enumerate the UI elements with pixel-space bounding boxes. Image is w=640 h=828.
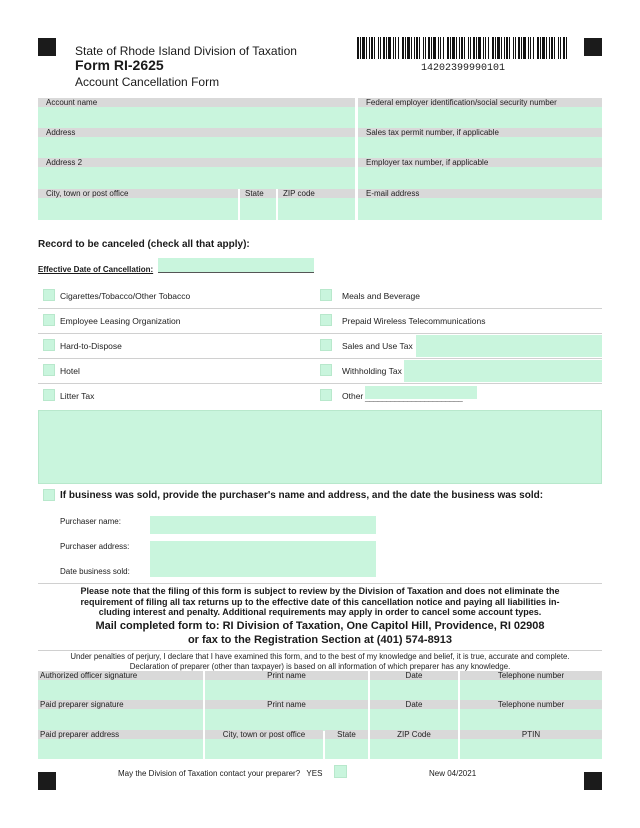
- registration-mark-top-right: [584, 38, 602, 56]
- barcode-bar: [386, 37, 387, 59]
- print-name-input[interactable]: [205, 680, 368, 702]
- state-label: State: [240, 189, 276, 198]
- barcode-bar: [485, 37, 486, 59]
- preparer-city-input[interactable]: [205, 739, 323, 759]
- mail-fax-line: or fax to the Registration Section at (401) 574-8913: [187, 633, 453, 646]
- checkbox-other-label: Other: [342, 391, 364, 401]
- form-number: Form RI-2625: [75, 57, 164, 73]
- purchaser-address-input-2[interactable]: [150, 559, 376, 577]
- preparer-telephone-input[interactable]: [460, 709, 602, 731]
- barcode-bar: [551, 37, 553, 59]
- barcode-bar: [447, 37, 449, 59]
- barcode-bar: [438, 37, 439, 59]
- withholding-tax-input[interactable]: [404, 360, 602, 382]
- barcode-bar: [371, 37, 373, 59]
- barcode-bar: [383, 37, 385, 59]
- effective-date-label: Effective Date of Cancellation:: [38, 265, 154, 274]
- checkbox-litter-tax-label: Litter Tax: [60, 391, 95, 401]
- barcode-bar: [528, 37, 529, 59]
- barcode-bar: [402, 37, 404, 59]
- sales-tax-permit-label: Sales tax permit number, if applicable: [358, 128, 602, 137]
- barcode-bar: [542, 37, 545, 59]
- barcode: [357, 37, 569, 59]
- barcode-bar: [440, 37, 441, 59]
- checkbox-hard-to-dispose[interactable]: [43, 339, 55, 351]
- checkbox-withholding-tax[interactable]: [320, 364, 332, 376]
- agency-name: State of Rhode Island Division of Taxation: [75, 44, 297, 58]
- barcode-bar: [416, 37, 418, 59]
- barcode-bar: [405, 37, 406, 59]
- barcode-bar: [393, 37, 394, 59]
- barcode-bar: [492, 37, 494, 59]
- checkbox-prepaid-wireless[interactable]: [320, 314, 332, 326]
- address-label: Address: [38, 128, 355, 137]
- checkbox-sales-use-tax[interactable]: [320, 339, 332, 351]
- barcode-bar: [395, 37, 396, 59]
- perjury-line: Under penalties of perjury, I declare that I have examined this form, and to the best of my knowledge and belief, it is true, accurate and complete.: [70, 652, 570, 661]
- barcode-bar: [428, 37, 430, 59]
- authorized-signature-label: Authorized officer signature: [38, 671, 203, 680]
- employer-tax-label: Employer tax number, if applicable: [358, 158, 602, 167]
- barcode-bar: [456, 37, 457, 59]
- preparer-zip-input[interactable]: [370, 739, 458, 759]
- other-blank-line: _______________________: [365, 392, 463, 402]
- sales-tax-permit-input[interactable]: [358, 137, 602, 159]
- barcode-bar: [546, 37, 547, 59]
- barcode-bar: [515, 37, 516, 59]
- barcode-bar: [476, 37, 477, 59]
- barcode-bar: [414, 37, 415, 59]
- barcode-bar: [566, 37, 567, 59]
- zip-label: ZIP code: [278, 189, 355, 198]
- barcode-bar: [398, 37, 399, 59]
- barcode-bar: [521, 37, 522, 59]
- zip-input[interactable]: [278, 198, 355, 220]
- barcode-bar: [419, 37, 420, 59]
- barcode-bar: [369, 37, 370, 59]
- preparer-address-input[interactable]: [38, 739, 203, 759]
- preparer-print-name-label: Print name: [205, 700, 368, 709]
- mail-address-line: Mail completed form to: RI Division of Taxation, One Capitol Hill, Providence, RI 02908: [95, 620, 545, 632]
- barcode-bar: [554, 37, 555, 59]
- purchaser-name-label: Purchaser name:: [60, 517, 121, 526]
- barcode-bar: [558, 37, 559, 59]
- barcode-bar: [407, 37, 410, 59]
- sales-use-tax-input[interactable]: [416, 335, 602, 357]
- barcode-bar: [431, 37, 432, 59]
- section-divider: [38, 650, 602, 651]
- barcode-bar: [423, 37, 424, 59]
- barcode-bar: [388, 37, 391, 59]
- date-sold-label: Date business sold:: [60, 567, 130, 576]
- fein-label: Federal employer identification/social security number: [358, 98, 602, 107]
- barcode-bar: [506, 37, 508, 59]
- checkbox-litter-tax[interactable]: [43, 389, 55, 401]
- barcode-bar: [362, 37, 365, 59]
- city-label: City, town or post office: [38, 189, 238, 198]
- barcode-bar: [537, 37, 539, 59]
- barcode-bar: [360, 37, 361, 59]
- barcode-bar: [380, 37, 381, 59]
- barcode-bar: [470, 37, 471, 59]
- mail-instructions: [38, 620, 602, 647]
- review-notice-line: requirement of filing all tax returns up to the effective date of this cancellation notice and paying all liabilities in-: [80, 596, 560, 607]
- barcode-bar: [549, 37, 550, 59]
- fein-input[interactable]: [358, 107, 602, 129]
- row-divider: [38, 383, 602, 384]
- barcode-bar: [483, 37, 484, 59]
- telephone-label: Telephone number: [460, 671, 602, 680]
- contact-preparer-text: May the Division of Taxation contact your preparer?: [118, 769, 301, 778]
- address-input[interactable]: [38, 137, 355, 159]
- checkbox-prepaid-wireless-label: Prepaid Wireless Telecommunications: [342, 316, 486, 326]
- print-name-label: Print name: [205, 671, 368, 680]
- form-title: Account Cancellation Form: [75, 75, 220, 89]
- preparer-signature-label: Paid preparer signature: [38, 700, 203, 709]
- barcode-bar: [523, 37, 526, 59]
- email-label: E-mail address: [358, 189, 602, 198]
- barcode-bar: [450, 37, 451, 59]
- ptin-input[interactable]: [460, 739, 602, 759]
- barcode-bar: [518, 37, 520, 59]
- state-input[interactable]: [240, 198, 276, 220]
- checkbox-hotel-label: Hotel: [60, 366, 80, 376]
- other-description-textarea[interactable]: [38, 410, 602, 484]
- purchaser-address-label: Purchaser address:: [60, 542, 130, 551]
- row-divider: [38, 333, 602, 334]
- purchaser-name-input[interactable]: [150, 516, 376, 534]
- barcode-bar: [473, 37, 475, 59]
- checkbox-hard-to-dispose-label: Hard-to-Dispose: [60, 341, 122, 351]
- barcode-bar: [468, 37, 469, 59]
- barcode-bar: [501, 37, 502, 59]
- barcode-bar: [425, 37, 426, 59]
- perjury-line: Declaration of preparer (other than taxpayer) is based on all information of which preparer has any knowledge.: [129, 661, 511, 671]
- effective-date-input[interactable]: [158, 258, 314, 273]
- review-notice-line: Please note that the filing of this form is subject to review by the Division of Taxation and does not eliminate the: [80, 586, 560, 596]
- barcode-bar: [533, 37, 534, 59]
- account-name-label: Account name: [38, 98, 355, 107]
- review-notice: [38, 586, 602, 618]
- email-input[interactable]: [358, 198, 602, 220]
- city-input[interactable]: [38, 198, 238, 220]
- contact-preparer-question: [118, 769, 322, 778]
- employer-tax-input[interactable]: [358, 167, 602, 189]
- checkbox-cigarettes-label: Cigarettes/Tobacco/Other Tobacco: [60, 291, 191, 301]
- checkbox-meals-beverage-label: Meals and Beverage: [342, 291, 420, 301]
- record-heading: Record to be canceled (check all that apply):: [38, 239, 250, 250]
- barcode-bar: [540, 37, 541, 59]
- barcode-bar: [459, 37, 460, 59]
- barcode-bar: [366, 37, 367, 59]
- contact-preparer-yes-checkbox[interactable]: [334, 765, 347, 778]
- row-divider: [38, 358, 602, 359]
- registration-mark-top-left: [38, 38, 56, 56]
- barcode-bar: [357, 37, 359, 59]
- checkbox-hotel[interactable]: [43, 364, 55, 376]
- preparer-date-label: Date: [370, 700, 458, 709]
- authorized-signature-input[interactable]: [38, 680, 203, 702]
- preparer-zip-label: ZIP Code: [370, 730, 458, 739]
- preparer-date-input[interactable]: [370, 709, 458, 731]
- barcode-bar: [497, 37, 500, 59]
- checkbox-withholding-tax-label: Withholding Tax: [342, 366, 402, 376]
- checkbox-employee-leasing[interactable]: [43, 314, 55, 326]
- barcode-bar: [530, 37, 531, 59]
- registration-mark-bottom-left: [38, 772, 56, 790]
- checkbox-meals-beverage[interactable]: [320, 289, 332, 301]
- barcode-bar: [461, 37, 463, 59]
- section-divider: [38, 583, 602, 584]
- date-label: Date: [370, 671, 458, 680]
- purchaser-address-input[interactable]: [150, 541, 376, 559]
- barcode-bar: [378, 37, 379, 59]
- registration-mark-bottom-right: [584, 772, 602, 790]
- checkbox-sales-use-tax-label: Sales and Use Tax: [342, 341, 413, 351]
- barcode-bar: [478, 37, 481, 59]
- barcode-bar: [443, 37, 444, 59]
- checkbox-business-sold[interactable]: [43, 489, 55, 501]
- barcode-bar: [464, 37, 465, 59]
- checkbox-employee-leasing-label: Employee Leasing Organization: [60, 316, 181, 326]
- perjury-declaration: [38, 652, 602, 671]
- row-divider: [38, 308, 602, 309]
- business-sold-heading: If business was sold, provide the purchaser's name and address, and the date the business was sold:: [60, 490, 544, 501]
- preparer-state-label: State: [325, 730, 368, 739]
- barcode-bar: [513, 37, 514, 59]
- barcode-number: 14202399990101: [420, 63, 505, 74]
- barcode-bar: [509, 37, 510, 59]
- preparer-address-label: Paid preparer address: [38, 730, 203, 739]
- barcode-bar: [433, 37, 436, 59]
- barcode-bar: [495, 37, 496, 59]
- barcode-bar: [560, 37, 561, 59]
- barcode-bar: [563, 37, 565, 59]
- account-name-input[interactable]: [38, 107, 355, 129]
- barcode-bar: [504, 37, 505, 59]
- address2-input[interactable]: [38, 167, 355, 189]
- checkbox-cigarettes[interactable]: [43, 289, 55, 301]
- checkbox-other[interactable]: [320, 389, 332, 401]
- ptin-label: PTIN: [460, 730, 602, 739]
- date-input[interactable]: [370, 680, 458, 702]
- review-notice-line: cluding interest and penalty. Additional requirements may apply in order to cancel some account types.: [98, 607, 542, 617]
- barcode-bar: [452, 37, 455, 59]
- preparer-state-input[interactable]: [325, 739, 368, 759]
- preparer-telephone-label: Telephone number: [460, 700, 602, 709]
- preparer-city-label: City, town or post office: [205, 730, 323, 739]
- barcode-bar: [411, 37, 412, 59]
- address2-label: Address 2: [38, 158, 355, 167]
- form-version: New 04/2021: [429, 769, 477, 778]
- preparer-print-name-input[interactable]: [205, 709, 368, 731]
- telephone-input[interactable]: [460, 680, 602, 702]
- preparer-signature-input[interactable]: [38, 709, 203, 731]
- contact-preparer-yes-label: YES: [306, 769, 323, 778]
- barcode-bar: [488, 37, 489, 59]
- barcode-bar: [374, 37, 375, 59]
